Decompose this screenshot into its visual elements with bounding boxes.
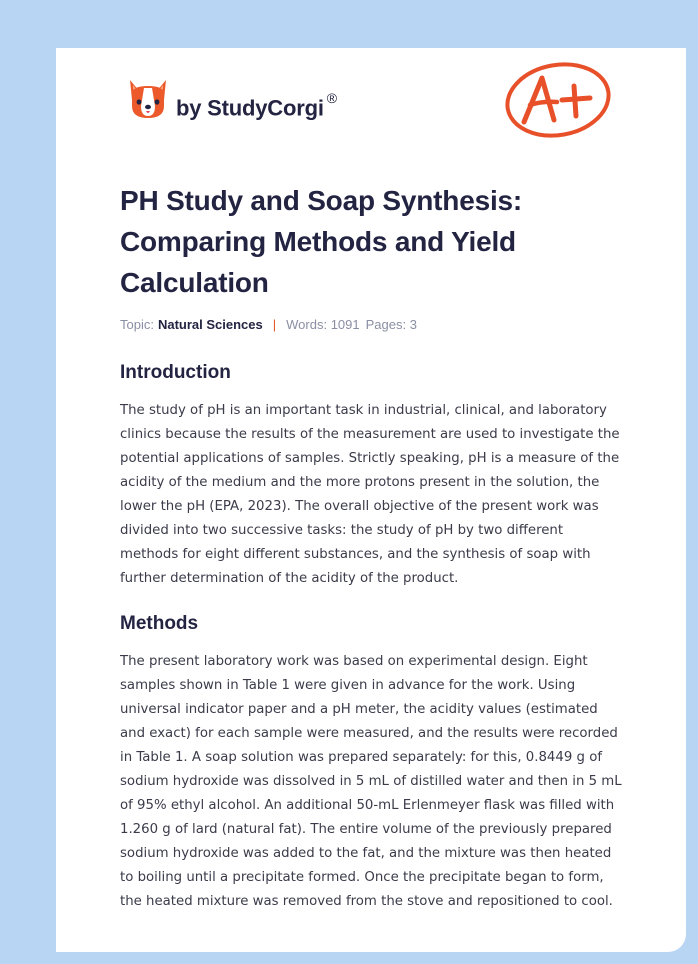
document-page: [56, 48, 686, 952]
meta-separator: |: [272, 317, 277, 332]
section-body-methods: The present laboratory work was based on experimental design. Eight samples shown in Table 1 were given in advance for the work. Using universal indicator paper and a pH meter, the acidity values (estimated and exact) for each sample were measured, and the results were recorded in Table 1. A soap solution was prepared separately: for this, 0.8449 g of sodium hydroxide was dissolved in 5 mL of distilled water and then in 5 mL of 95% ethyl alcohol. An additional 50-mL Erlenmeyer flask was filled with 1.260 g of lard (natural fat). The entire volume of the previously prepared sodium hydroxide was added to the fat, and the mixture was then heated to boiling until a precipitate formed. Once the precipitate began to form, the heated mixture was removed from the stove and repositioned to cool.: [120, 654, 622, 909]
page-count: Pages: 3: [365, 317, 417, 332]
grade-text: A+: [558, 103, 560, 104]
topic-link[interactable]: Natural Sciences: [157, 317, 263, 332]
page-title: PH Study and Soap Synthesis: Comparing Methods and Yield Calculation: [120, 185, 523, 298]
registered-mark: ®: [326, 90, 337, 106]
section-heading-methods: Methods: [120, 613, 199, 634]
grade-a-plus-icon: [502, 58, 614, 140]
section-body-introduction: The study of pH is an important task in industrial, clinical, and laboratory clinics because the results of the measurement are used to investigate the potential applications of samples. Strictly speaking, pH is a measure of the acidity of the medium and the more protons present in the solution, the lower the pH (EPA, 2023). The overall objective of the present work was divided into two successive tasks: the study of pH by two different methods for eight different substances, and the synthesis of soap with further determination of the acidity of the product.: [120, 403, 620, 586]
word-count: Words: 1091: [286, 317, 360, 332]
brand-name[interactable]: by StudyCorgi ®: [176, 90, 337, 121]
header: [120, 48, 622, 158]
corgi-logo-icon[interactable]: [126, 76, 170, 122]
topic-label: Topic:: [120, 317, 154, 332]
document-meta: [120, 317, 622, 332]
section-heading-introduction: Introduction: [120, 362, 231, 383]
